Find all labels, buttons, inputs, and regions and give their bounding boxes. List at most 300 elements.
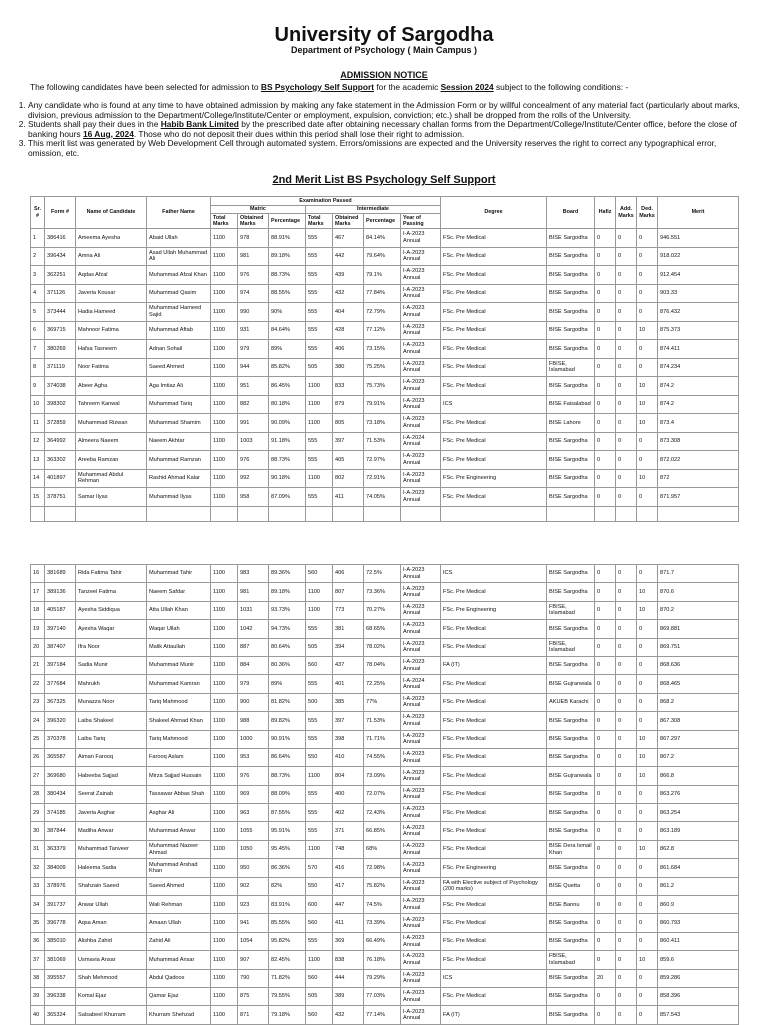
- table-cell: 0: [616, 822, 637, 840]
- table-cell: 37: [31, 951, 45, 969]
- table-cell: Farooq Aslam: [147, 748, 211, 766]
- table-cell: I-A-2023 Annual: [401, 583, 441, 601]
- table-cell: 0: [595, 229, 616, 248]
- table-cell: ICS: [441, 565, 547, 583]
- table-cell: 402: [333, 804, 364, 822]
- table-cell: 884: [238, 656, 269, 674]
- table-cell: 72.98%: [364, 859, 401, 877]
- table-cell: 923: [238, 896, 269, 914]
- table-cell: 68.65%: [364, 620, 401, 638]
- table-cell: Shahzain Saeed: [76, 877, 147, 895]
- table-cell: I-A-2024 Annual: [401, 432, 441, 451]
- table-cell: 872: [658, 469, 739, 488]
- table-row: [31, 896, 739, 914]
- table-cell: 991: [238, 414, 269, 433]
- table-cell: 969: [238, 785, 269, 803]
- table-cell: Adnan Sohail: [147, 340, 211, 359]
- table-cell: 19: [31, 620, 45, 638]
- table-cell: 0: [595, 395, 616, 414]
- table-cell: BISE Sargodha: [547, 656, 595, 674]
- table-cell: 73.09%: [364, 767, 401, 785]
- table-cell: [547, 506, 595, 521]
- table-cell: 401: [333, 675, 364, 693]
- table-cell: 560: [306, 656, 333, 674]
- table-row: [31, 414, 739, 433]
- table-cell: I-A-2023 Annual: [401, 730, 441, 748]
- table-row: [31, 247, 739, 266]
- table-cell: 872.022: [658, 451, 739, 470]
- table-cell: 0: [616, 712, 637, 730]
- table-cell: 0: [595, 859, 616, 877]
- condition-item: 2. Students shall pay their dues in the Habib Bank Limited by the prescribed date after obtaining necessary challan forms from the Department/College/Institute/Center office, before the close of banking hours 16 Aug, 2024. Those who do not deposit their dues within this period shall lose their right to admission.: [28, 120, 750, 139]
- table-cell: 0: [616, 451, 637, 470]
- table-cell: 869.751: [658, 638, 739, 656]
- table-cell: 570: [306, 859, 333, 877]
- table-row: [31, 565, 739, 583]
- table-cell: 857.543: [658, 1006, 739, 1024]
- table-cell: I-A-2023 Annual: [401, 693, 441, 711]
- table-cell: 84.14%: [364, 229, 401, 248]
- table-cell: Habeeba Sajjad: [76, 767, 147, 785]
- table-cell: Tanzeel Fatima: [76, 583, 147, 601]
- table-cell: 1055: [238, 822, 269, 840]
- table-cell: 0: [595, 583, 616, 601]
- table-cell: 90%: [269, 303, 306, 322]
- table-cell: 874.234: [658, 358, 739, 377]
- empty-row: [31, 506, 739, 521]
- table-cell: 79.29%: [364, 969, 401, 987]
- table-cell: BISE Bannu: [547, 896, 595, 914]
- table-cell: 555: [306, 822, 333, 840]
- table-cell: 555: [306, 432, 333, 451]
- table-cell: 1100: [306, 469, 333, 488]
- table-cell: 25: [31, 730, 45, 748]
- table-cell: 405187: [45, 601, 76, 619]
- table-cell: 0: [637, 358, 658, 377]
- table-cell: 1003: [238, 432, 269, 451]
- table-cell: 371119: [45, 358, 76, 377]
- col-merit: Merit: [658, 197, 739, 229]
- table-cell: 394: [333, 638, 364, 656]
- table-cell: 36: [31, 932, 45, 950]
- table-cell: 838: [333, 951, 364, 969]
- table-cell: 74.55%: [364, 748, 401, 766]
- table-cell: 0: [595, 303, 616, 322]
- table-cell: 386416: [45, 229, 76, 248]
- table-cell: 398302: [45, 395, 76, 414]
- table-cell: Muhammad Arshad Khan: [147, 859, 211, 877]
- table-cell: 555: [306, 488, 333, 507]
- table-cell: [306, 506, 333, 521]
- table-cell: 867.297: [658, 730, 739, 748]
- table-cell: 1100: [211, 583, 238, 601]
- table-cell: 0: [595, 987, 616, 1005]
- table-cell: 870.2: [658, 601, 739, 619]
- table-cell: FSc. Pre Medical: [441, 321, 547, 340]
- table-cell: 72.43%: [364, 804, 401, 822]
- table-cell: 1100: [211, 730, 238, 748]
- table-cell: 79.91%: [364, 395, 401, 414]
- table-cell: Shah Mehmood: [76, 969, 147, 987]
- table-cell: 0: [595, 932, 616, 950]
- document-page-2: [0, 562, 768, 1024]
- table-row: [31, 1006, 739, 1024]
- table-cell: 374185: [45, 804, 76, 822]
- table-cell: 371: [333, 822, 364, 840]
- table-cell: 0: [637, 247, 658, 266]
- table-cell: FBISE, Islamabad: [547, 601, 595, 619]
- table-cell: 89%: [269, 675, 306, 693]
- table-cell: FSc. Pre Medical: [441, 712, 547, 730]
- table-cell: Waqar Ullah: [147, 620, 211, 638]
- table-cell: I-A-2023 Annual: [401, 395, 441, 414]
- table-cell: 805: [333, 414, 364, 433]
- table-cell: Usmavia Ansar: [76, 951, 147, 969]
- table-cell: 68%: [364, 840, 401, 858]
- table-cell: Abeer Agha: [76, 377, 147, 396]
- table-cell: 555: [306, 932, 333, 950]
- table-row: [31, 432, 739, 451]
- table-cell: 860.9: [658, 896, 739, 914]
- table-cell: FSc. Pre Medical: [441, 620, 547, 638]
- table-cell: 0: [616, 656, 637, 674]
- table-cell: 976: [238, 767, 269, 785]
- table-cell: FSc. Pre Medical: [441, 951, 547, 969]
- table-cell: 555: [306, 451, 333, 470]
- col-ded-marks: Ded. Marks: [637, 197, 658, 229]
- table-cell: 867.2: [658, 748, 739, 766]
- table-cell: Sadia Munir: [76, 656, 147, 674]
- table-cell: 2: [31, 247, 45, 266]
- intro-paragraph: The following candidates have been selected for admission to BS Psychology Self Support for the academic Session 2024 subject to the following conditions: -: [30, 82, 629, 92]
- table-cell: I-A-2023 Annual: [401, 712, 441, 730]
- table-cell: 0: [595, 675, 616, 693]
- table-cell: 978: [238, 229, 269, 248]
- table-cell: FSc. Pre Medical: [441, 583, 547, 601]
- table-cell: 362251: [45, 266, 76, 285]
- table-cell: FSc. Pre Medical: [441, 266, 547, 285]
- table-cell: Mahrukh: [76, 675, 147, 693]
- table-cell: Abaid Ullah: [147, 229, 211, 248]
- table-cell: 93.73%: [269, 601, 306, 619]
- col-board: Board: [547, 197, 595, 229]
- table-cell: 11: [31, 414, 45, 433]
- table-cell: 748: [333, 840, 364, 858]
- table-cell: 505: [306, 358, 333, 377]
- table-cell: BISE Sargodha: [547, 822, 595, 840]
- table-cell: BISE Sargodha: [547, 804, 595, 822]
- table-cell: 90.18%: [269, 469, 306, 488]
- table-cell: 1000: [238, 730, 269, 748]
- table-cell: 981: [238, 583, 269, 601]
- table-cell: 83.91%: [269, 896, 306, 914]
- department-title: Department of Psychology ( Main Campus ): [290, 45, 478, 55]
- table-cell: 24: [31, 712, 45, 730]
- table-cell: Hafsa Tasneem: [76, 340, 147, 359]
- table-cell: 981: [238, 247, 269, 266]
- table-cell: 88.73%: [269, 451, 306, 470]
- table-cell: 20: [31, 638, 45, 656]
- table-cell: FSc. Pre Medical: [441, 340, 547, 359]
- page-break: [0, 530, 768, 562]
- table-cell: Muhammad Shamim: [147, 414, 211, 433]
- table-cell: 0: [637, 987, 658, 1005]
- merit-table-body-1: [31, 229, 739, 522]
- table-cell: I-A-2023 Annual: [401, 896, 441, 914]
- table-cell: 0: [637, 785, 658, 803]
- table-cell: Atta Ullah Khan: [147, 601, 211, 619]
- table-cell: 77.14%: [364, 1006, 401, 1024]
- table-cell: 807: [333, 583, 364, 601]
- table-cell: 867.308: [658, 712, 739, 730]
- table-cell: 371126: [45, 284, 76, 303]
- table-cell: 907: [238, 951, 269, 969]
- table-cell: 859.286: [658, 969, 739, 987]
- table-cell: 81.82%: [269, 693, 306, 711]
- table-cell: 1100: [306, 377, 333, 396]
- table-cell: Muhammad Hameed Sajid: [147, 303, 211, 322]
- table-cell: 0: [616, 229, 637, 248]
- table-cell: BISE Quetta: [547, 877, 595, 895]
- table-cell: [441, 506, 547, 521]
- table-cell: 0: [616, 284, 637, 303]
- table-cell: 406: [333, 340, 364, 359]
- table-cell: 364992: [45, 432, 76, 451]
- table-cell: I-A-2023 Annual: [401, 358, 441, 377]
- table-cell: 373444: [45, 303, 76, 322]
- table-cell: 89.82%: [269, 712, 306, 730]
- condition-item: 3. This merit list was generated by Web Development Cell through automated system. Errors/omissions are expected and the University reserves the right to correct any typographical error, omission, etc.: [28, 139, 750, 158]
- table-cell: 80.36%: [269, 656, 306, 674]
- table-cell: 396338: [45, 987, 76, 1005]
- col-father: Father Name: [147, 197, 211, 229]
- table-cell: 0: [595, 601, 616, 619]
- table-cell: 75.73%: [364, 377, 401, 396]
- col-inter-percentage: Percentage: [364, 214, 401, 229]
- table-cell: 385: [333, 693, 364, 711]
- table-cell: Haleema Sadia: [76, 859, 147, 877]
- table-cell: 873.308: [658, 432, 739, 451]
- table-cell: 0: [595, 804, 616, 822]
- table-cell: 976: [238, 266, 269, 285]
- table-cell: Rashid Ahmad Kalar: [147, 469, 211, 488]
- table-cell: BISE Sargodha: [547, 1006, 595, 1024]
- table-cell: FSc. Pre Medical: [441, 451, 547, 470]
- col-add-marks: Add. Marks: [616, 197, 637, 229]
- col-year-of-passing: Year of Passing: [401, 214, 441, 229]
- table-row: [31, 395, 739, 414]
- conditions-list: [12, 101, 750, 159]
- table-cell: 80.18%: [269, 395, 306, 414]
- table-cell: Asad Ullah Muhammad Ali: [147, 247, 211, 266]
- table-cell: 90.09%: [269, 414, 306, 433]
- table-cell: 1100: [211, 358, 238, 377]
- table-cell: 1100: [211, 932, 238, 950]
- table-cell: 15: [31, 488, 45, 507]
- table-cell: Muhammad Ramzan: [147, 451, 211, 470]
- table-row: [31, 656, 739, 674]
- table-cell: 1100: [211, 877, 238, 895]
- table-cell: Salsabeel Khurram: [76, 1006, 147, 1024]
- table-cell: Tariq Mahmood: [147, 730, 211, 748]
- table-cell: 0: [616, 785, 637, 803]
- table-cell: 10: [637, 840, 658, 858]
- table-cell: 860.411: [658, 932, 739, 950]
- table-cell: I-A-2023 Annual: [401, 969, 441, 987]
- table-cell: BISE Sargodha: [547, 987, 595, 1005]
- table-cell: 444: [333, 969, 364, 987]
- table-cell: I-A-2023 Annual: [401, 859, 441, 877]
- table-cell: I-A-2023 Annual: [401, 987, 441, 1005]
- table-cell: 988: [238, 712, 269, 730]
- table-cell: 467: [333, 229, 364, 248]
- table-cell: 396434: [45, 247, 76, 266]
- table-cell: 95.91%: [269, 822, 306, 840]
- table-cell: 983: [238, 565, 269, 583]
- table-cell: 397140: [45, 620, 76, 638]
- table-cell: I-A-2023 Annual: [401, 785, 441, 803]
- table-cell: 1100: [211, 712, 238, 730]
- table-cell: [401, 506, 441, 521]
- table-cell: FSc. Pre Engineering: [441, 859, 547, 877]
- table-cell: 0: [616, 340, 637, 359]
- table-cell: 0: [637, 1006, 658, 1024]
- table-cell: [211, 506, 238, 521]
- table-cell: Aga Imtiaz Ali: [147, 377, 211, 396]
- table-cell: 0: [616, 859, 637, 877]
- table-cell: 0: [637, 804, 658, 822]
- table-cell: 369: [333, 932, 364, 950]
- table-cell: 78.02%: [364, 638, 401, 656]
- table-cell: 397184: [45, 656, 76, 674]
- table-cell: BISE Sargodha: [547, 859, 595, 877]
- table-cell: 0: [595, 822, 616, 840]
- table-cell: 381689: [45, 565, 76, 583]
- table-cell: 1100: [306, 951, 333, 969]
- table-cell: Muhammad Kamran: [147, 675, 211, 693]
- table-cell: FSc. Pre Medical: [441, 987, 547, 1005]
- table-cell: 1100: [306, 601, 333, 619]
- table-cell: FSc. Pre Medical: [441, 767, 547, 785]
- table-cell: 10: [637, 321, 658, 340]
- table-cell: FSc. Pre Medical: [441, 675, 547, 693]
- table-cell: 979: [238, 675, 269, 693]
- table-cell: 555: [306, 620, 333, 638]
- table-cell: 372859: [45, 414, 76, 433]
- table-cell: Madiha Anwar: [76, 822, 147, 840]
- table-cell: 79.18%: [269, 1006, 306, 1024]
- table-cell: 18: [31, 601, 45, 619]
- table-cell: Almeera Naeem: [76, 432, 147, 451]
- table-cell: I-A-2023 Annual: [401, 377, 441, 396]
- table-cell: 0: [616, 932, 637, 950]
- table-cell: FSc. Pre Medical: [441, 822, 547, 840]
- table-cell: 0: [616, 840, 637, 858]
- table-cell: 0: [616, 565, 637, 583]
- table-cell: 72.97%: [364, 451, 401, 470]
- table-cell: 10: [31, 395, 45, 414]
- table-cell: 868.465: [658, 675, 739, 693]
- table-cell: 0: [595, 896, 616, 914]
- table-cell: 1: [31, 229, 45, 248]
- table-cell: 7: [31, 340, 45, 359]
- table-cell: 89.18%: [269, 247, 306, 266]
- table-cell: Alishba Zahid: [76, 932, 147, 950]
- table-cell: 428: [333, 321, 364, 340]
- col-hafiz: Hafiz: [595, 197, 616, 229]
- table-row: [31, 303, 739, 322]
- table-cell: Anwar Ullah: [76, 896, 147, 914]
- table-cell: 0: [595, 840, 616, 858]
- table-cell: I-A-2023 Annual: [401, 451, 441, 470]
- table-cell: 0: [637, 656, 658, 674]
- table-cell: 0: [637, 859, 658, 877]
- table-cell: 85.55%: [269, 914, 306, 932]
- table-cell: BISE Sargodha: [547, 969, 595, 987]
- table-cell: 1100: [211, 321, 238, 340]
- table-cell: 28: [31, 785, 45, 803]
- table-cell: 90.91%: [269, 730, 306, 748]
- table-cell: 1100: [306, 395, 333, 414]
- table-cell: BISE Sargodha: [547, 469, 595, 488]
- merit-list-title: 2nd Merit List BS Psychology Self Support: [272, 174, 496, 186]
- table-row: [31, 229, 739, 248]
- table-cell: 79.64%: [364, 247, 401, 266]
- table-cell: 0: [616, 969, 637, 987]
- table-cell: [238, 506, 269, 521]
- table-cell: 0: [637, 284, 658, 303]
- table-cell: Naeem Safdar: [147, 583, 211, 601]
- table-row: [31, 822, 739, 840]
- table-cell: Muhammad Afzal Khan: [147, 266, 211, 285]
- table-cell: FA (IT): [441, 656, 547, 674]
- table-cell: 385010: [45, 932, 76, 950]
- table-cell: 75.25%: [364, 358, 401, 377]
- table-cell: 370378: [45, 730, 76, 748]
- table-cell: Muhammad Nazeer Ahmad: [147, 840, 211, 858]
- table-cell: 417: [333, 877, 364, 895]
- table-cell: 1100: [211, 785, 238, 803]
- table-cell: 0: [637, 932, 658, 950]
- table-cell: 869.881: [658, 620, 739, 638]
- table-cell: Saeed Ahmed: [147, 358, 211, 377]
- table-cell: 0: [637, 896, 658, 914]
- table-cell: 1100: [211, 303, 238, 322]
- table-cell: Muhammad Tanveer: [76, 840, 147, 858]
- table-cell: FSc. Pre Medical: [441, 896, 547, 914]
- table-cell: 10: [637, 583, 658, 601]
- col-inter-total: Total Marks: [306, 214, 333, 229]
- table-cell: 397: [333, 712, 364, 730]
- table-cell: 86.36%: [269, 859, 306, 877]
- table-cell: 82.45%: [269, 951, 306, 969]
- table-cell: FSc. Pre Medical: [441, 914, 547, 932]
- table-cell: 0: [637, 822, 658, 840]
- table-cell: 380: [333, 358, 364, 377]
- table-cell: 990: [238, 303, 269, 322]
- table-cell: FSc. Pre Engineering: [441, 601, 547, 619]
- table-cell: 1100: [211, 284, 238, 303]
- table-cell: 0: [595, 340, 616, 359]
- table-cell: 0: [616, 266, 637, 285]
- table-cell: 0: [637, 675, 658, 693]
- table-cell: 73.18%: [364, 414, 401, 433]
- table-cell: I-A-2023 Annual: [401, 804, 441, 822]
- table-cell: BISE Gujranwala: [547, 767, 595, 785]
- table-cell: 860.793: [658, 914, 739, 932]
- table-cell: Mahnoor Fatima: [76, 321, 147, 340]
- table-cell: Aqsa Aman: [76, 914, 147, 932]
